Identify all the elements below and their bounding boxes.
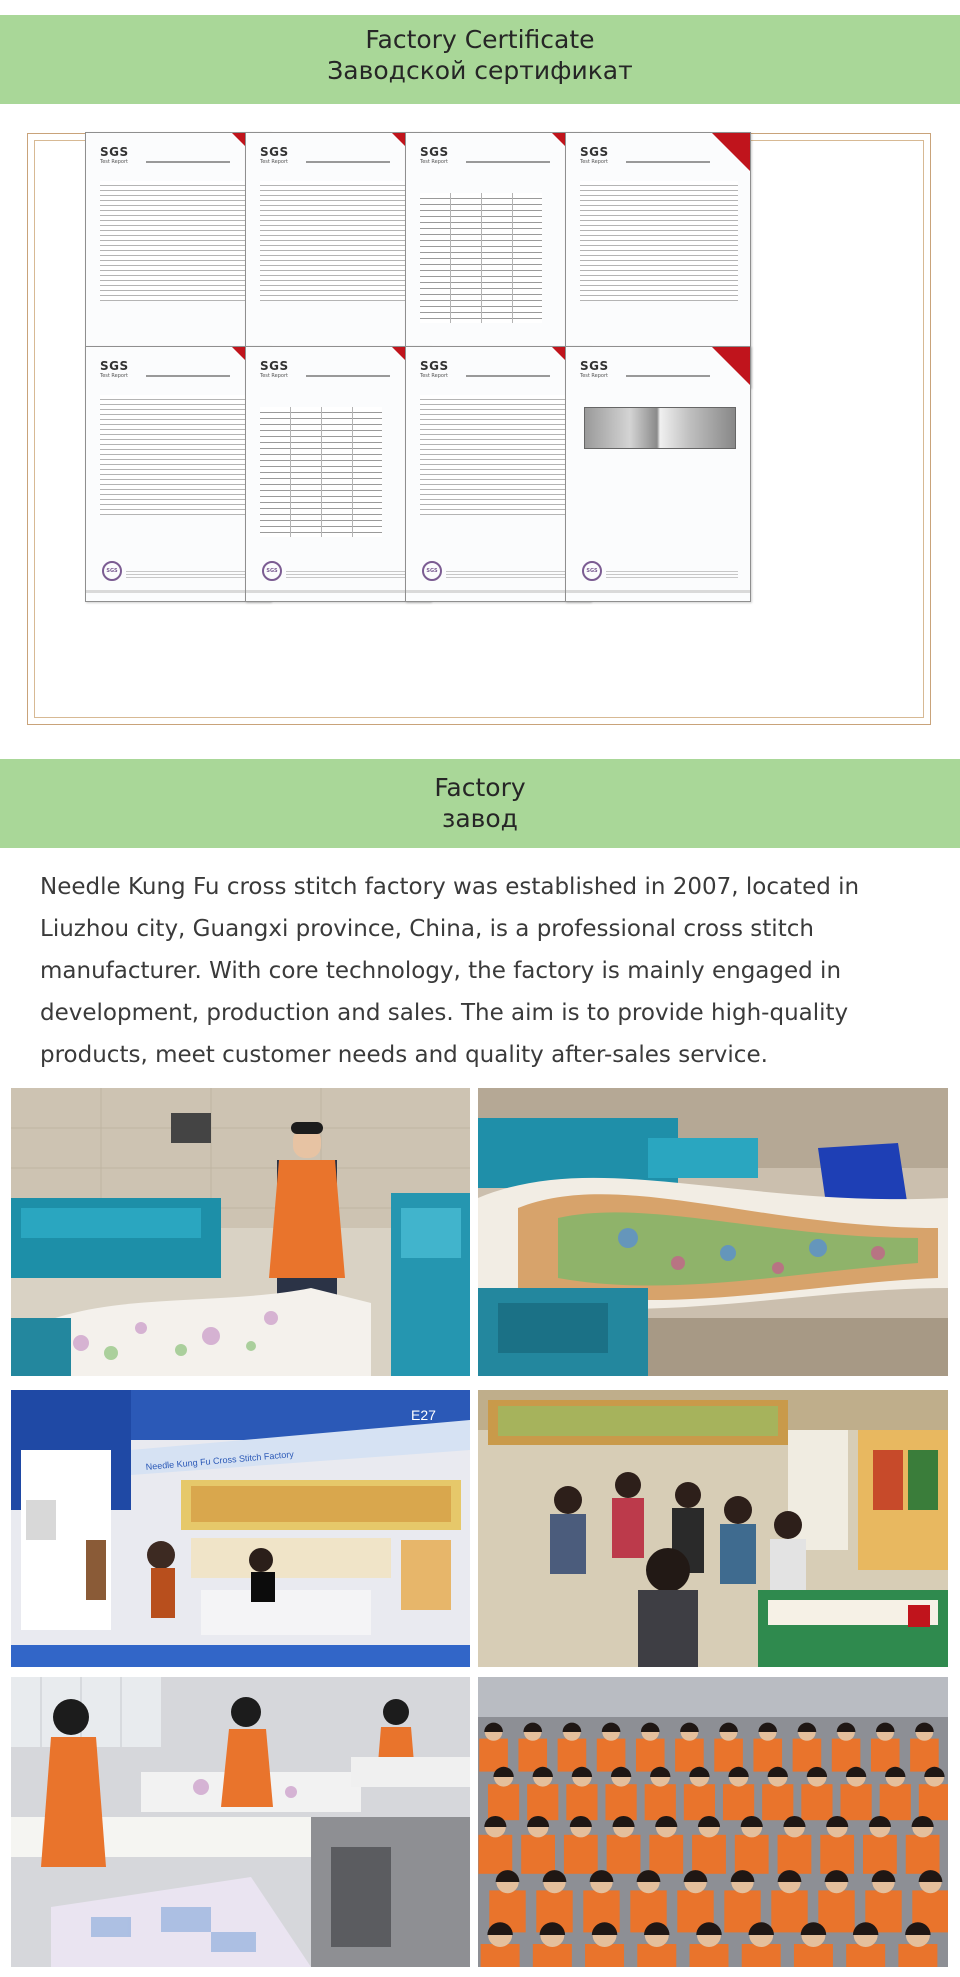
document-header-line: [626, 375, 710, 377]
document-footer-text: [446, 569, 578, 579]
document-footer-band: [566, 590, 750, 593]
worker-apron: [818, 1890, 854, 1932]
factory-section-header: [0, 759, 960, 848]
sgs-logo: SGS: [420, 359, 449, 373]
document-body-text: [420, 193, 542, 323]
worker-apron: [793, 1739, 822, 1772]
exhibition-booth-photo: [11, 1390, 470, 1667]
worker-apron: [832, 1739, 861, 1772]
worker-apron: [607, 1835, 641, 1874]
worker-apron: [898, 1944, 937, 1967]
worker-apron: [880, 1784, 911, 1820]
document-header-line: [306, 375, 390, 377]
worker-apron: [778, 1835, 812, 1874]
sgs-logo: SGS: [260, 145, 289, 159]
document-footer-text: [286, 569, 418, 579]
document-subtitle: Test Report: [580, 159, 609, 165]
worker-apron: [735, 1835, 769, 1874]
worker-apron: [521, 1835, 555, 1874]
factory-title-ru: завод: [442, 804, 518, 833]
document-footer-text: [126, 569, 258, 579]
worker-apron: [919, 1784, 948, 1820]
document-header-line: [306, 161, 390, 163]
sgs-logo: SGS: [580, 359, 609, 373]
document-subtitle: Test Report: [100, 373, 129, 379]
factory-description: Needle Kung Fu cross stitch factory was established in 2007, located in Liuzhou city, Guangxi province, China, is a professional cross stitch manufacturer. With core technology, the factory is mainly engaged in development, production and sales. The aim is to provide high-quality products, meet customer needs and quality after-sales service.: [40, 874, 860, 1068]
worker-apron: [871, 1739, 900, 1772]
worker-apron: [742, 1944, 781, 1967]
exhibition-visitors-photo: [478, 1390, 948, 1667]
sample-photos: [584, 407, 736, 449]
sgs-seal-icon: SGS: [262, 561, 282, 581]
printed-canvas-photo: [478, 1088, 948, 1376]
document-header-line: [146, 375, 230, 377]
packing-workers-photo: [11, 1677, 470, 1967]
worker-apron: [637, 1944, 676, 1967]
document-header-line: [146, 161, 230, 163]
worker-apron: [533, 1944, 572, 1967]
worker-apron: [690, 1944, 729, 1967]
sgs-logo: SGS: [420, 145, 449, 159]
worker-apron: [846, 1944, 885, 1967]
factory-title-en: Factory: [434, 773, 526, 802]
worker-apron: [636, 1739, 665, 1772]
worker-apron: [478, 1835, 512, 1874]
document-subtitle: Test Report: [260, 373, 289, 379]
document-subtitle: Test Report: [100, 159, 129, 165]
certificate-document: [85, 346, 271, 602]
worker-apron: [481, 1944, 520, 1967]
document-subtitle: Test Report: [420, 159, 449, 165]
worker-apron: [558, 1739, 587, 1772]
worker-apron: [801, 1784, 832, 1820]
worker-apron: [649, 1835, 683, 1874]
sgs-logo: SGS: [260, 359, 289, 373]
document-subtitle: Test Report: [260, 159, 289, 165]
certificate-section-header: [0, 15, 960, 104]
document-footer-band: [406, 590, 590, 593]
worker-apron: [675, 1739, 704, 1772]
worker-apron: [820, 1835, 854, 1874]
worker-apron: [863, 1835, 897, 1874]
worker-apron: [479, 1739, 508, 1772]
worker-apron: [906, 1835, 940, 1874]
booth-number: E27: [411, 1407, 436, 1423]
worker-apron: [840, 1784, 871, 1820]
worker-apron: [910, 1739, 939, 1772]
document-footer-text: [606, 569, 738, 579]
document-header-line: [466, 375, 550, 377]
document-footer-band: [246, 590, 430, 593]
sgs-seal-icon: SGS: [422, 561, 442, 581]
booth-sign: Needle Kung Fu Cross Stitch Factory: [145, 1449, 295, 1472]
worker-apron: [518, 1739, 547, 1772]
document-body-text: [260, 181, 418, 301]
worker-apron: [684, 1784, 715, 1820]
document-body-text: [420, 395, 578, 515]
certificate-document: [405, 346, 591, 602]
worker-apron: [723, 1784, 754, 1820]
sgs-logo: SGS: [100, 359, 129, 373]
sgs-seal-icon: SGS: [102, 561, 122, 581]
certificate-document: [565, 346, 751, 602]
certificate-title-en: Factory Certificate: [365, 25, 595, 54]
worker-apron: [753, 1739, 782, 1772]
team-group-photo: [478, 1677, 948, 1967]
certificate-document: [245, 346, 431, 602]
worker-apron: [714, 1739, 743, 1772]
worker-apron: [564, 1835, 598, 1874]
document-footer-band: [86, 590, 270, 593]
worker-apron: [794, 1944, 833, 1967]
document-subtitle: Test Report: [420, 373, 449, 379]
worker-apron: [597, 1739, 626, 1772]
worker-apron: [566, 1784, 597, 1820]
document-subtitle: Test Report: [580, 373, 609, 379]
sgs-seal-icon: SGS: [582, 561, 602, 581]
document-header-line: [626, 161, 710, 163]
worker-apron: [585, 1944, 624, 1967]
document-body-text: [100, 395, 258, 515]
sgs-logo: SGS: [100, 145, 129, 159]
worker-apron: [762, 1784, 793, 1820]
document-body-text: [580, 181, 738, 301]
document-red-corner: [712, 133, 750, 171]
worker-apron: [488, 1784, 519, 1820]
document-body-text: [260, 407, 382, 537]
worker-apron: [645, 1784, 676, 1820]
worker-apron: [605, 1784, 636, 1820]
document-body-text: [100, 181, 258, 301]
sgs-logo: SGS: [580, 145, 609, 159]
worker-apron: [692, 1835, 726, 1874]
printing-worker-photo: [11, 1088, 470, 1376]
certificate-title-ru: Заводской сертификат: [327, 56, 633, 85]
document-red-corner: [712, 347, 750, 385]
document-header-line: [466, 161, 550, 163]
worker-apron: [771, 1890, 807, 1932]
worker-apron: [527, 1784, 558, 1820]
certificate-gallery-frame: [27, 133, 931, 725]
